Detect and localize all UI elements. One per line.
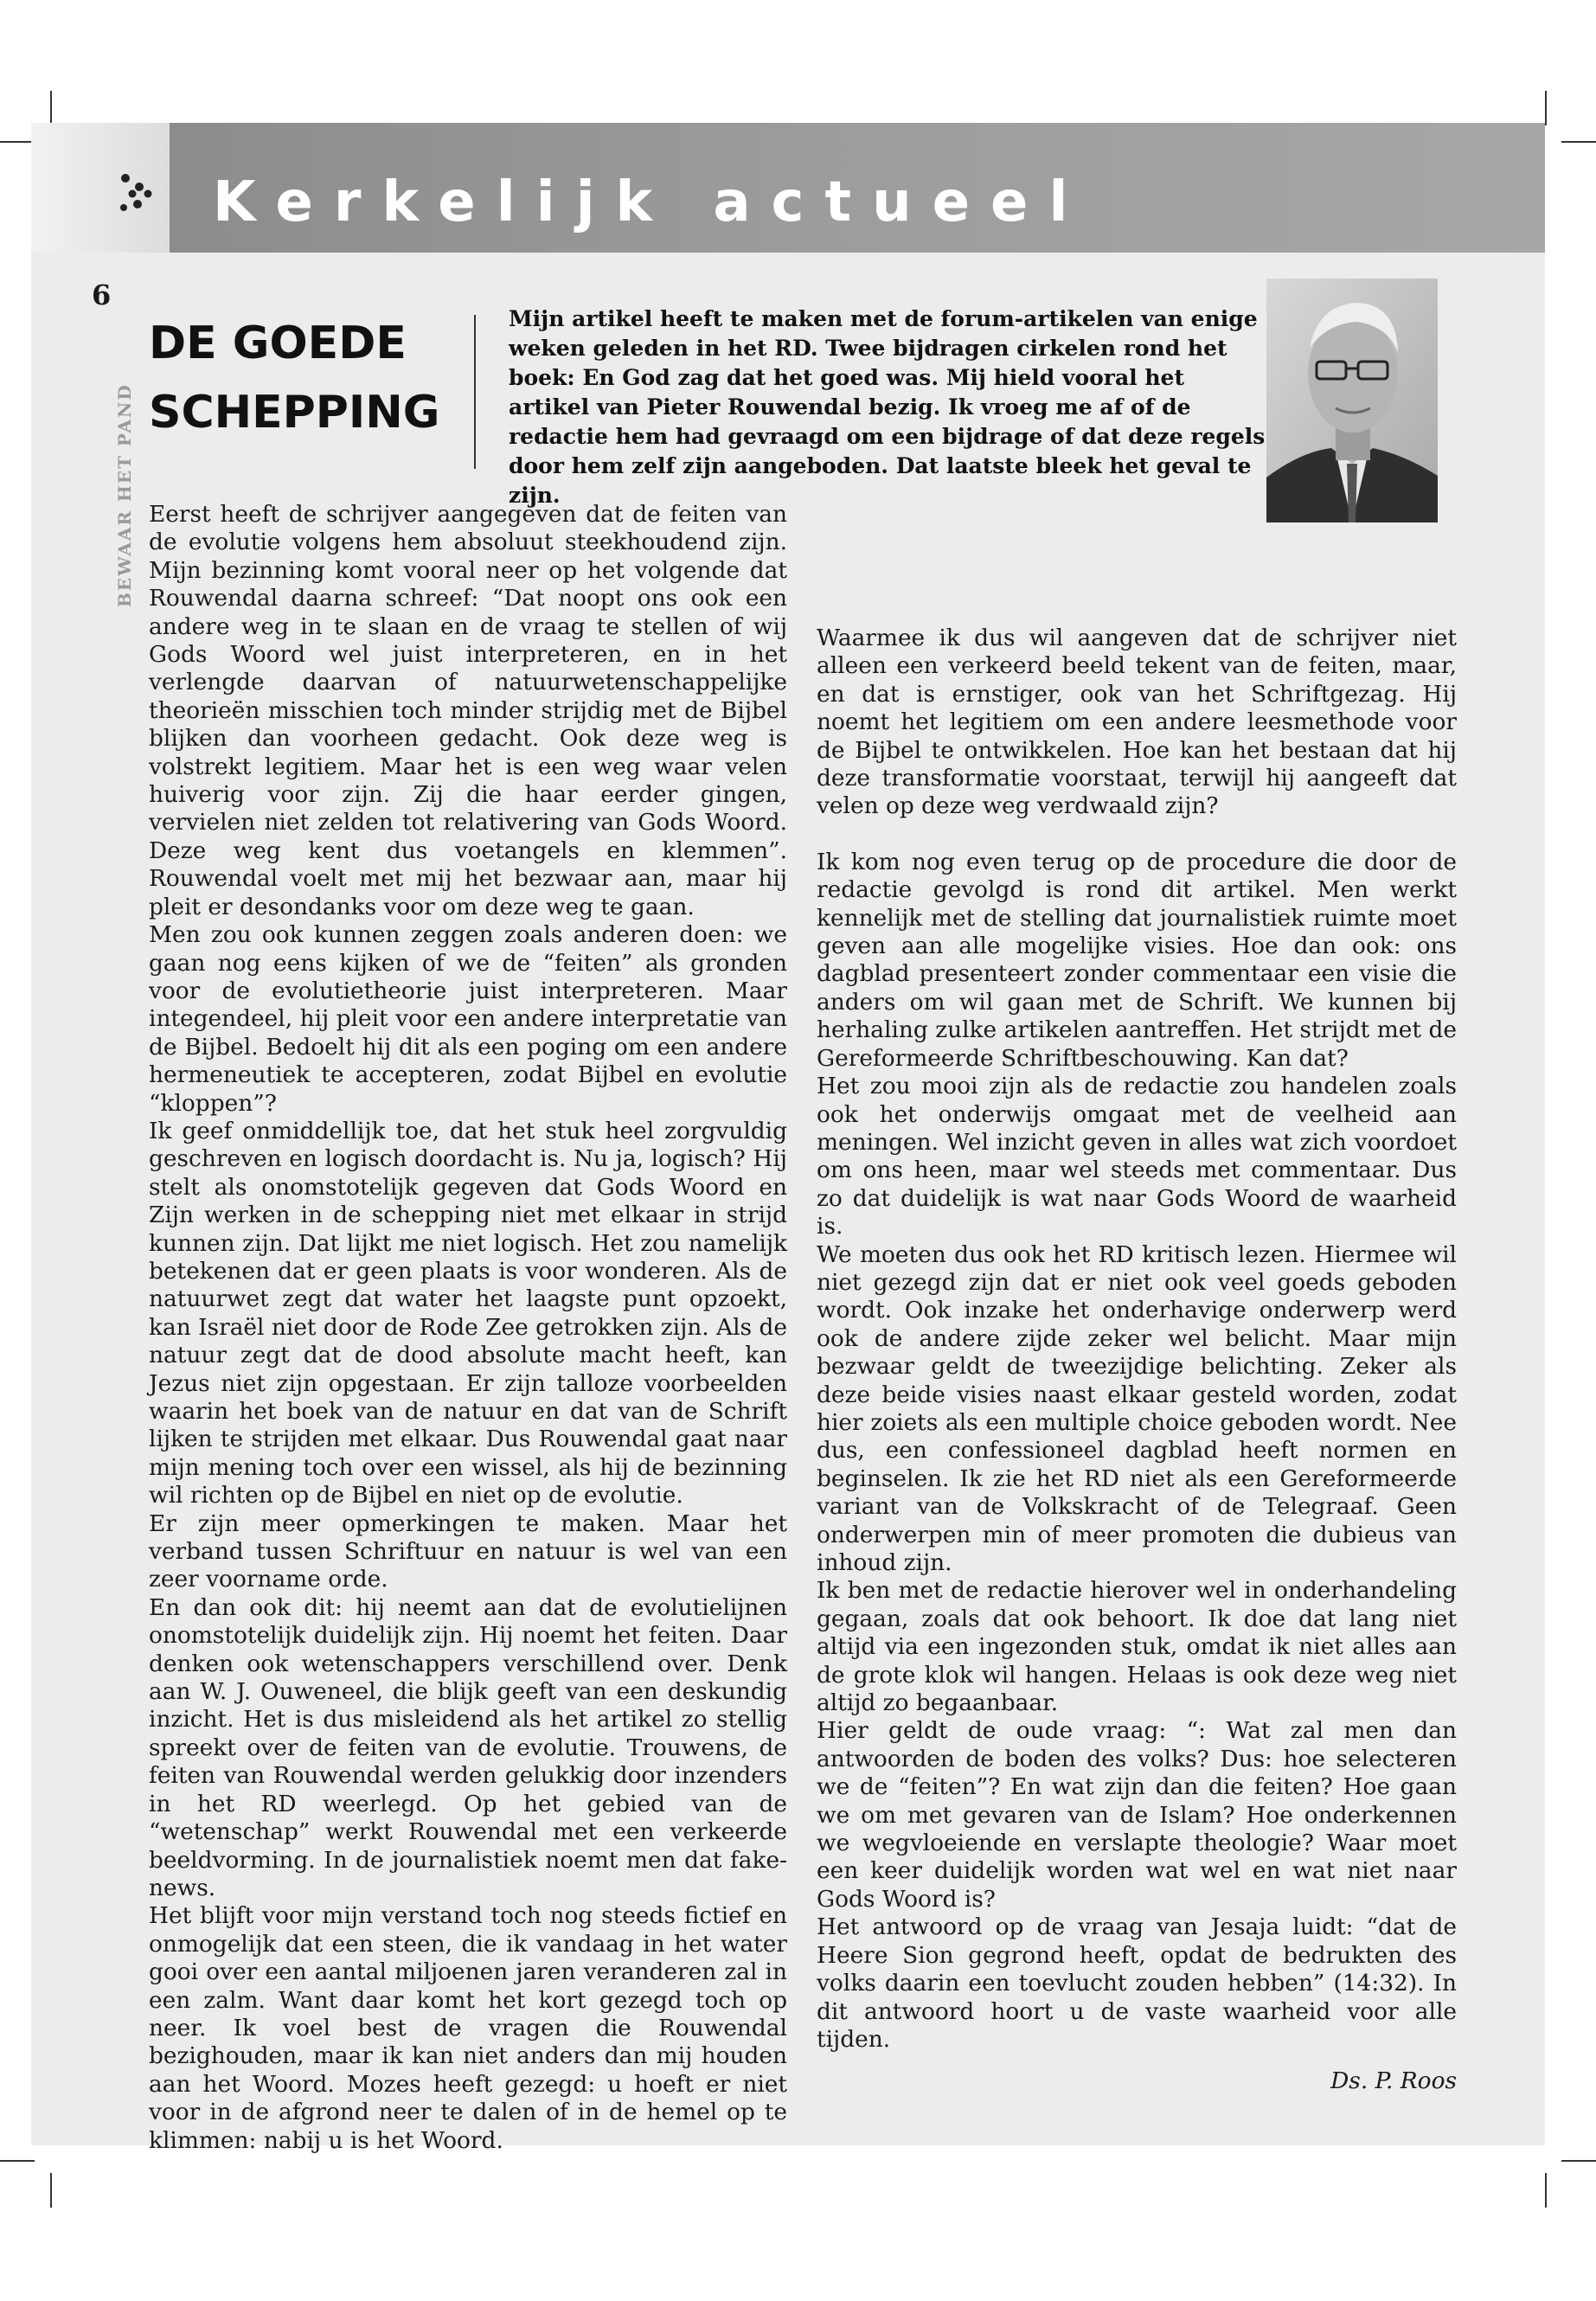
body-paragraph: Eerst heeft de schrijver aangegeven dat de feiten van de evolutie volgens hem absoluut steekhoudend zijn. Mijn bezinning komt vooral neer op het volgende dat Rouwendal daarna schreef: “Dat noopt ons ook een andere weg in te slaan en de vraag te stellen of wij Gods Woord wel juist interpreteren, en in het verlengde daarvan of natuurwetenschappelijke theorieën misschien toch minder strijdig met de Bijbel blijken dan voorheen gedacht. Ook deze weg is volstrekt legitiem. Maar het is een weg waar velen huiverig voor zijn. Zij die haar eerder gingen, vervielen niet zelden tot relativering van Gods Woord. Deze weg kent dus voetangels en klemmen”. Rouwendal voelt met mij het bezwaar aan, maar hij pleit er desondanks voor om deze weg te gaan. <box>149 501 787 920</box>
author-portrait-photo <box>1266 279 1438 522</box>
body-paragraph: Ik kom nog even terug op de procedure die door de redactie gevolgd is rond dit artikel. Men werkt kennelijk met de stelling dat journalistiek ruimte moet geven aan alle mogelijke visies. Hoe dan ook: ons dagblad presenteert zonder commentaar een visie die anders om wil gaan met de Schrift. We kunnen bij herhaling zulke artikelen aantreffen. Het strijdt met de Gereformeerde Schriftbeschouwing. Kan dat? <box>817 848 1457 1072</box>
headline-line: DE GOEDE <box>149 317 407 369</box>
paragraph-gap <box>817 821 1457 849</box>
crop-mark <box>1545 91 1547 125</box>
article-column-left <box>149 501 787 2155</box>
body-paragraph: Hier geldt de oude vraag: “: Wat zal men dan antwoorden de boden des volks? Dus: hoe selecteren we de “feiten”? En wat zijn dan die feiten? Hoe gaan we om met gevaren van de Islam? Hoe onderkennen we wegvloeiende en verslapte theologie? Waar moet een keer duidelijk worden wat wel en wat niet naar Gods Woord is? <box>817 1717 1457 1913</box>
crop-mark <box>1561 2160 1596 2162</box>
crop-mark <box>1561 141 1596 143</box>
author-signature: Ds. P. Roos <box>1330 2067 1457 2095</box>
body-paragraph: Het zou mooi zijn als de redactie zou handelen zoals ook het onderwijs omgaat met de veelheid aan meningen. Wel inzicht geven in alles wat zich voordoet om ons heen, maar wel steeds met commentaar. Dus zo dat duidelijk is wat naar Gods Woord de waarheid is. <box>817 1073 1457 1240</box>
body-paragraph: Ik geef onmiddellijk toe, dat het stuk heel zorgvuldig geschreven en logisch doordacht is. Nu ja, logisch? Hij stelt als onomstotelijk gegeven dat Gods Woord en Zijn werken in de schepping niet met elkaar in strijd kunnen zijn. Dat lijkt me niet logisch. Het zou namelijk betekenen dat er geen plaats is voor wonderen. Als de natuurwet zegt dat water het laagste punt opzoekt, kan Israël niet door de Rode Zee getrokken zijn. Als de natuur zegt dat de dood absolute macht heeft, kan Jezus niet zijn opgestaan. Er zijn talloze voorbeelden waarin het boek van de natuur en dat van de Schrift lijken te strijden met elkaar. Dus Rouwendal gaat naar mijn mening toch over een wissel, als hij de bezinning wil richten op de Bijbel en niet op de evolutie. <box>149 1117 787 1509</box>
body-paragraph: Het antwoord op de vraag van Jesaja luidt: “dat de Heere Sion gegrond heeft, opdat de bedrukten des volks daarin een toevlucht zouden hebben” (14:32). In dit antwoord hoort u de vaste waarheid voor alle tijden. <box>817 1913 1457 2053</box>
article-lead: Mijn artikel heeft te maken met de forum-artikelen van enige weken geleden in het RD. Twee bijdragen cirkelen rond het boek: En God zag dat het goed was. Mij hield vooral het artikel van Pieter Rouwendal bezig. Ik vroeg me af of de redactie hem had gevraagd om een bijdrage of dat deze regels door hem zelf zijn aangeboden. Dat laatste bleek het geval te zijn. <box>509 306 1266 508</box>
crop-mark <box>50 91 52 125</box>
body-paragraph: Het blijft voor mijn verstand toch nog steeds fictief en onmogelijk dat een steen, die ik vandaag in het water gooi over een aantal miljoenen jaren veranderen zal in een zalm. Want daar komt het kort gezegd toch op neer. Ik voel best de vragen die Rouwendal bezighouden, maar ik kan niet anders dan mij houden aan het Woord. Mozes heeft gezegd: u hoeft er niet voor in de afgrond neer te dalen of in de hemel op te klimmen: nabij u is het Woord. <box>149 1902 787 2154</box>
headline-line: SCHEPPING <box>149 387 440 439</box>
magazine-page <box>31 123 1545 2154</box>
article-column-right <box>817 625 1457 2096</box>
section-title: Kerkelijk actueel <box>213 170 1089 234</box>
body-paragraph: Er zijn meer opmerkingen te maken. Maar het verband tussen Schriftuur en natuur is wel van een zeer voorname orde. <box>149 1509 787 1593</box>
section-banner <box>31 123 1545 253</box>
crop-mark <box>0 2160 35 2162</box>
body-paragraph: Ik ben met de redactie hierover wel in onderhandeling gegaan, zoals dat ook behoort. Ik doe dat lang niet altijd via een ingezonden stuk, omdat ik niet alles aan de grote klok wil hangen. Helaas is ook deze weg niet altijd zo begaanbaar. <box>817 1577 1457 1717</box>
crop-mark <box>50 2173 52 2208</box>
side-label: BEWAAR HET PAND <box>114 383 135 607</box>
body-paragraph: We moeten dus ook het RD kritisch lezen. Hiermee wil niet gezegd zijn dat er niet ook veel goeds geboden wordt. Ook inzake het onderhavige onderwerp werd ook de andere zijde zeker wel belicht. Maar mijn bezwaar geldt de tweezijdige belichting. Zeker als deze beide visies naast elkaar gesteld worden, zodat hier zoiets als een multiple choice geboden wordt. Nee dus, een confessioneel dagblad heeft normen en beginselen. Ik zie het RD niet als een Gereformeerde variant van de Volkskracht of de Telegraaf. Geen onderwerpen min of meer promoten die dubieus van inhoud zijn. <box>817 1240 1457 1576</box>
page-number: 6 <box>92 279 112 311</box>
crop-mark <box>0 141 35 143</box>
three-dot-cluster-icon <box>113 168 165 220</box>
crop-mark <box>1545 2173 1547 2208</box>
body-paragraph: Men zou ook kunnen zeggen zoals anderen doen: we gaan nog eens kijken of we de “feiten” als gronden voor de evolutietheorie juist interpreteren. Maar integendeel, hij pleit voor een andere interpretatie van de Bijbel. Bedoelt hij dit als een poging om een andere hermeneutiek te accepteren, zodat Bijbel en evolutie “kloppen”? <box>149 921 787 1117</box>
body-paragraph: Waarmee ik dus wil aangeven dat de schrijver niet alleen een verkeerd beeld tekent van de feiten, maar, en dat is ernstiger, ook van het Schriftgezag. Hij noemt het legitiem om een andere leesmethode voor de Bijbel te ontwikkelen. Hoe kan het bestaan dat hij deze transformatie voorstaat, terwijl hij aangeeft dat velen op deze weg verdwaald zijn? <box>817 625 1457 820</box>
body-paragraph: En dan ook dit: hij neemt aan dat de evolutielijnen onomstotelijk duidelijk zijn. Hij noemt het feiten. Daar denken ook wetenschappers verschillend over. Denk aan W. J. Ouweneel, die blijk geeft van een deskundig inzicht. Het is dus misleidend als het artikel zo stellig spreekt over de feiten van de evolutie. Trouwens, de feiten van Rouwendal werden gelukkig door inzenders in het RD weerlegd. Op het gebied van de “wetenschap” werkt Rouwendal met een verkeerde beeldvorming. In de journalistiek noemt men dat fake- news. <box>149 1593 787 1901</box>
article-headline <box>149 309 439 447</box>
headline-divider <box>474 315 476 469</box>
